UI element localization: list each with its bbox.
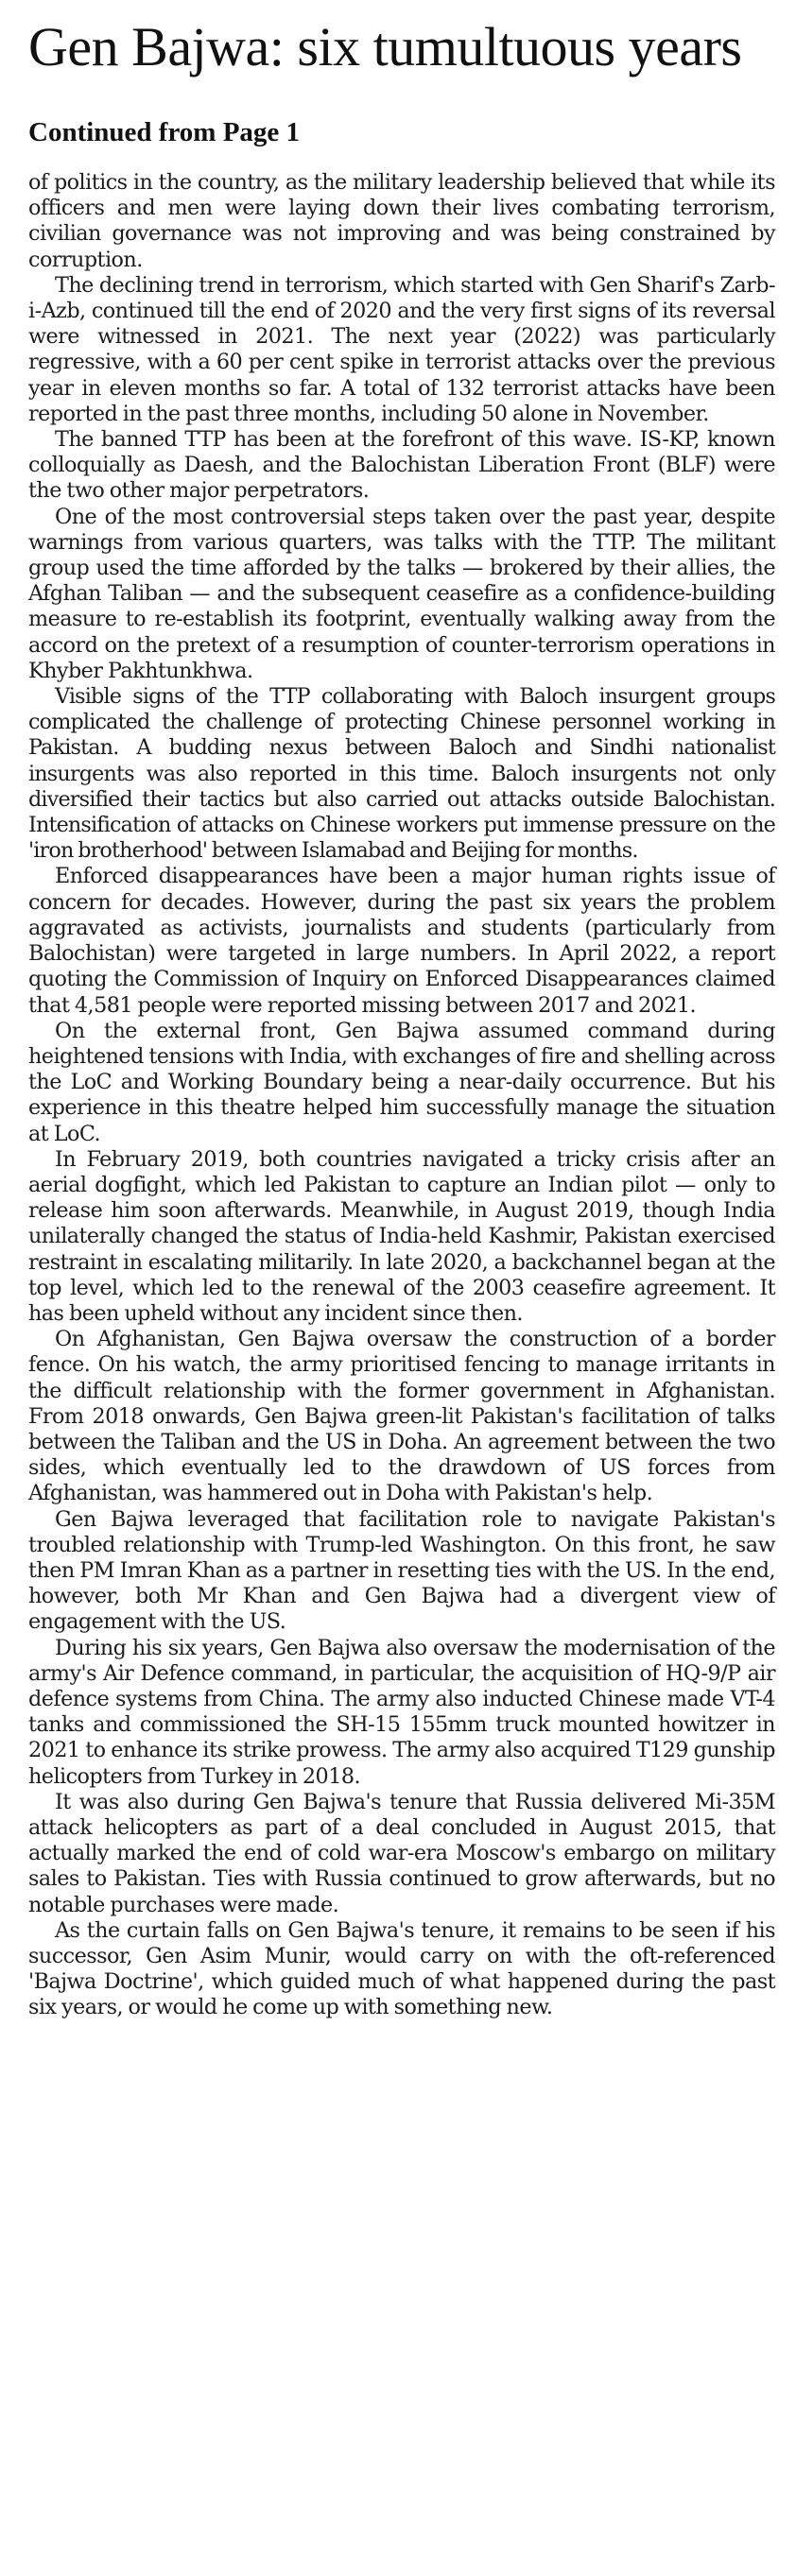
article-paragraph: of politics in the country, as the military leadership believed that while its officers and men were laying down their lives combating terrorism, civilian governance was not improving and was being constrained by corruption. — [28, 170, 775, 272]
article-paragraph: On the external front, Gen Bajwa assumed command during heightened tensions with India, with exchanges of fire and shelling across the LoC and Working Boundary being a near-daily occurrence. But his experience in this theatre helped him successfully manage the situation at LoC. — [28, 1018, 775, 1146]
article-paragraph: As the curtain falls on Gen Bajwa's tenure, it remains to be seen if his successor, Gen Asim Munir, would carry on with the oft-referenced 'Bajwa Doctrine', which guided much of what happened during the past six years, or would he come up with something new. — [28, 1917, 775, 2020]
article-paragraph: It was also during Gen Bajwa's tenure that Russia delivered Mi-35M attack helicopters as part of a deal concluded in August 2015, that actually marked the end of cold war-era Moscow's embargo on military sales to Pakistan. Ties with Russia continued to grow afterwards, but no notable purchases were made. — [28, 1789, 775, 1917]
article-paragraph: Visible signs of the TTP collaborating with Baloch insurgent groups complicated the challenge of protecting Chinese personnel working in Pakistan. A budding nexus between Baloch and Sindhi nationalist insurgents was also reported in this time. Baloch insurgents not only diversified their tactics but also carried out attacks outside Balochistan. Intensification of attacks on Chinese workers put immense pressure on the 'iron brotherhood' between Islamabad and Beijing for months. — [28, 684, 775, 864]
article-paragraph: The banned TTP has been at the forefront of this wave. IS-KP, known colloquially as Daesh, and the Balochistan Liberation Front (BLF) were the two other major perpetrators. — [28, 427, 775, 504]
continued-from-label: Continued from Page 1 — [28, 117, 301, 147]
article-paragraph: Gen Bajwa leveraged that facilitation role to navigate Pakistan's troubled relationship with Trump-led Washington. On this front, he saw then PM Imran Khan as a partner in resetting ties with the US. In the end, however, both Mr Khan and Gen Bajwa had a divergent view of engagement with the US. — [28, 1506, 775, 1635]
article-paragraph: Enforced disappearances have been a major human rights issue of concern for decades. However, during the past six years the problem aggravated as activists, journalists and students (particularly from Balochistan) were targeted in large numbers. In April 2022, a report quoting the Commission of Inquiry on Enforced Disappearances claimed that 4,581 people were reported missing between 2017 and 2021. — [28, 864, 775, 1018]
headline: Gen Bajwa: six tumultuous years — [28, 16, 742, 77]
article-paragraph: On Afghanistan, Gen Bajwa oversaw the construction of a border fence. On his watch, the army prioritised fencing to manage irritants in the difficult relationship with the former government in Afghanistan. From 2018 onwards, Gen Bajwa green-lit Pakistan's facilitation of talks between the Taliban and the US in Doha. An agreement between the two sides, which eventually led to the drawdown of US forces from Afghanistan, was hammered out in Doha with Pakistan's help. — [28, 1327, 775, 1506]
article-paragraph: During his six years, Gen Bajwa also oversaw the modernisation of the army's Air Defence command, in particular, the acquisition of HQ-9/P air defence systems from China. The army also inducted Chinese made VT-4 tanks and commissioned the SH-15 155mm truck mounted howitzer in 2021 to enhance its strike prowess. The army also acquired T129 gunship helicopters from Turkey in 2018. — [28, 1635, 775, 1789]
article-body — [28, 170, 775, 2021]
article-paragraph: In February 2019, both countries navigated a tricky crisis after an aerial dogfight, which led Pakistan to capture an Indian pilot — only to release him soon afterwards. Meanwhile, in August 2019, though India unilaterally changed the status of India-held Kashmir, Pakistan exercised restraint in escalating militarily. In late 2020, a backchannel began at the top level, which led to the renewal of the 2003 ceasefire agreement. It has been upheld without any incident since then. — [28, 1146, 775, 1326]
article-paragraph: The declining trend in terrorism, which started with Gen Sharif's Zarb-i-Azb, continued till the end of 2020 and the very first signs of its reversal were witnessed in 2021. The next year (2022) was particularly regressive, with a 60 per cent spike in terrorist attacks over the previous year in eleven months so far. A total of 132 terrorist attacks have been reported in the past three months, including 50 alone in November. — [28, 272, 775, 426]
article-paragraph: One of the most controversial steps taken over the past year, despite warnings from various quarters, was talks with the TTP. The militant group used the time afforded by the talks — brokered by their allies, the Afghan Taliban — and the subsequent ceasefire as a confidence-building measure to re-establish its footprint, eventually walking away from the accord on the pretext of a resumption of counter-terrorism operations in Khyber Pakhtunkhwa. — [28, 504, 775, 683]
